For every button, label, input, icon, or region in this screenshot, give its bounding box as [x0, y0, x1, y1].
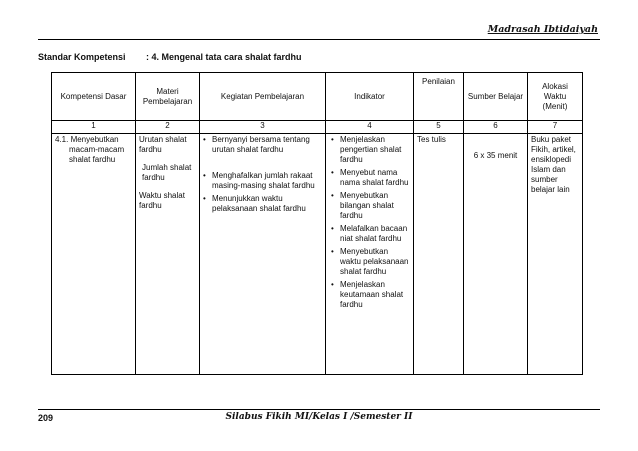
footer-title: Silabus Fikih MI/Kelas I /Semester II [225, 412, 413, 422]
header-divider [38, 39, 600, 40]
column-number: 2 [136, 121, 200, 134]
kegiatan-cell [200, 134, 326, 375]
alokasi-cell [464, 134, 528, 375]
column-number: 5 [414, 121, 464, 134]
col-header-kompetensi: Kompetensi Dasar [52, 73, 136, 121]
syllabus-table [51, 72, 583, 375]
standard-competency [38, 52, 302, 62]
column-number: 6 [464, 121, 528, 134]
col-header-materi: Materi Pembelajaran [136, 73, 200, 121]
column-number-row [52, 121, 583, 134]
col-header-kegiatan: Kegiatan Pembelajaran [200, 73, 326, 121]
standard-competency-value: : 4. Mengenal tata cara shalat fardhu [146, 52, 302, 62]
table-header-row [52, 73, 583, 121]
kegiatan-item: • Menghafalkan jumlah rakaat masing-masing shalat fardhu [203, 171, 322, 191]
column-number: 7 [528, 121, 583, 134]
col-header-alokasi: Alokasi Waktu (Menit) [528, 73, 583, 121]
penilaian-text: Tes tulis [417, 135, 446, 144]
materi-item: Waktu shalat fardhu [139, 191, 185, 210]
indikator-item: • Menyebut nama nama shalat fardhu [331, 168, 410, 188]
col-header-sumber: Sumber Belajar [464, 73, 528, 121]
column-number: 4 [326, 121, 414, 134]
indikator-item: • Menyebutkan waktu pelaksanaan shalat fardhu [331, 247, 410, 277]
indikator-cell [326, 134, 414, 375]
penilaian-cell [414, 134, 464, 375]
table-row [52, 134, 583, 375]
kegiatan-item: • Menunjukkan waktu pelaksanaan shalat fardhu [203, 194, 322, 214]
materi-item: Jumlah shalat fardhu [142, 163, 192, 182]
col-header-indikator: Indikator [326, 73, 414, 121]
indikator-item: • Menyebutkan bilangan shalat fardhu [331, 191, 410, 221]
indikator-item: • Melafalkan bacaan niat shalat fardhu [331, 224, 410, 244]
page-header-title: Madrasah Ibtidaiyah [487, 24, 598, 35]
page-number: 209 [38, 413, 54, 423]
indikator-item: • Menjelaskan pengertian shalat fardhu [331, 135, 410, 165]
alokasi-text: 6 x 35 menit [473, 151, 518, 160]
materi-cell [136, 134, 200, 375]
sumber-text: Buku paket Fikih, artikel, ensiklopedi Islam dan sumber belajar lain [531, 135, 576, 194]
kompetensi-cell [52, 134, 136, 375]
sumber-cell [528, 134, 583, 375]
col-header-penilaian: Penilaian [414, 73, 464, 121]
standard-competency-label: Standar Kompetensi [38, 52, 126, 62]
indikator-item: • Menjelaskan keutamaan shalat fardhu [331, 280, 410, 310]
column-number: 1 [52, 121, 136, 134]
kompetensi-text: 4.1. Menyebutkan macam-macam shalat fardhu [55, 135, 125, 164]
materi-item: Urutan shalat fardhu [139, 135, 187, 154]
footer-divider [38, 409, 600, 410]
kegiatan-item: • Bernyanyi bersama tentang urutan shalat fardhu [203, 135, 322, 155]
column-number: 3 [200, 121, 326, 134]
